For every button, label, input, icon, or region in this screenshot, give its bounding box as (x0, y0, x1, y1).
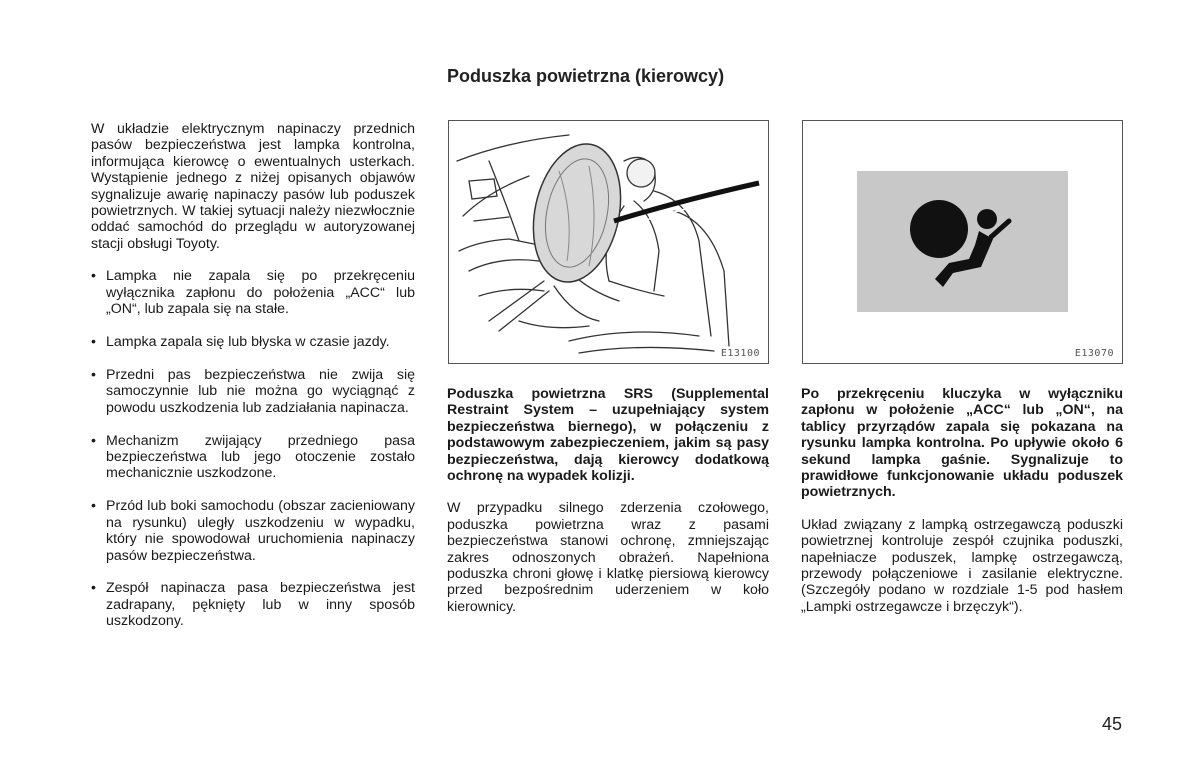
middle-column (447, 386, 769, 631)
figure-code: E13070 (1074, 348, 1114, 359)
page-number: 45 (1102, 714, 1123, 734)
list-item: • Lampka nie zapala się po przekręceniu wyłącznika zapłonu do położenia „ACC“ lub „ON“, lub zapala się na stałe. (91, 268, 415, 317)
intro-paragraph: W układzie elektrycznym napinaczy przednich pasów bezpieczeństwa jest lampka kontrolna, informująca kierowcę o ewentualnych usterkach. Wystąpienie jednego z niżej opisanych objawów sygnalizuje awarię napinaczy pasów lub poduszek powietrznych. W takiej sytuacji należy niezwłocznie oddać samochód do przeglądu w autoryzowanej stacji obsługi Toyoty. (91, 121, 415, 252)
driver-airbag-drawing (449, 121, 767, 362)
warning-light-figure (802, 120, 1123, 364)
list-item: • Zespół napinacza pasa bezpieczeństwa jest zadrapany, pęknięty lub w inny sposób uszkodzony. (91, 580, 415, 629)
airbag-warning-icon (857, 171, 1068, 312)
left-column (91, 121, 415, 646)
symptom-list (91, 268, 415, 629)
airbag-caption: Poduszka powietrzna SRS (Supplemental Restraint System – uzupełniający system bezpieczeństwa biernego), w połączeniu z podstawowym zabezpieczeniem, jakim są pasy bezpieczeństwa, dają kierowcy dodatkową ochronę na wypadek kolizji. (447, 386, 769, 485)
list-item: • Przód lub boki samochodu (obszar zacieniowany na rysunku) uległy uszkodzeniu w wypadku, który nie spowodował uruchomienia napinaczy pasów bezpieczeństwa. (91, 498, 415, 564)
list-item: • Mechanizm zwijający przedniego pasa bezpieczeństwa lub jego otoczenie zostało mechanicznie uszkodzone. (91, 433, 415, 482)
warning-light-body: Układ związany z lampką ostrzegawczą poduszki powietrznej kontroluje zespół czujnika poduszki, napełniacze poduszek, lampkę ostrzegawczą, przewody połączeniowe i zasilanie elektryczne. (Szczegóły podano w rozdziale 1-5 pod hasłem „Lampki ostrzegawcze i brzęczyk“). (801, 516, 1123, 615)
right-column (801, 386, 1123, 631)
figure-code: E13100 (720, 348, 760, 359)
warning-light-caption: Po przekręceniu kluczyka w wyłączniku zapłonu w położenie „ACC“ lub „ON“, na tablicy przyrządów zapala się pokazana na rysunku lampka kontrolna. Po upływie około 6 sekund lampka gaśnie. Sygnalizuje to prawidłowe funkcjonowanie układu poduszek powietrznych. (801, 386, 1123, 501)
page-title: Poduszka powietrzna (kierowcy) (447, 66, 725, 86)
list-item: • Lampka zapala się lub błyska w czasie jazdy. (91, 334, 415, 350)
list-item: • Przedni pas bezpieczeństwa nie zwija się samoczynnie lub nie można go wyciągnąć z powodu uszkodzenia lub zadziałania napinacza. (91, 367, 415, 416)
instrument-panel (857, 171, 1068, 312)
airbag-illustration (448, 120, 769, 364)
airbag-body: W przypadku silnego zderzenia czołowego, poduszka powietrzna wraz z pasami bezpieczeństwa stanowi ochronę, zmniejszając zakres odnoszonych obrażeń. Napełniona poduszka chroni głowę i klatkę piersiową kierowcy przed bezpośrednim uderzeniem w koło kierownicy. (447, 500, 769, 615)
